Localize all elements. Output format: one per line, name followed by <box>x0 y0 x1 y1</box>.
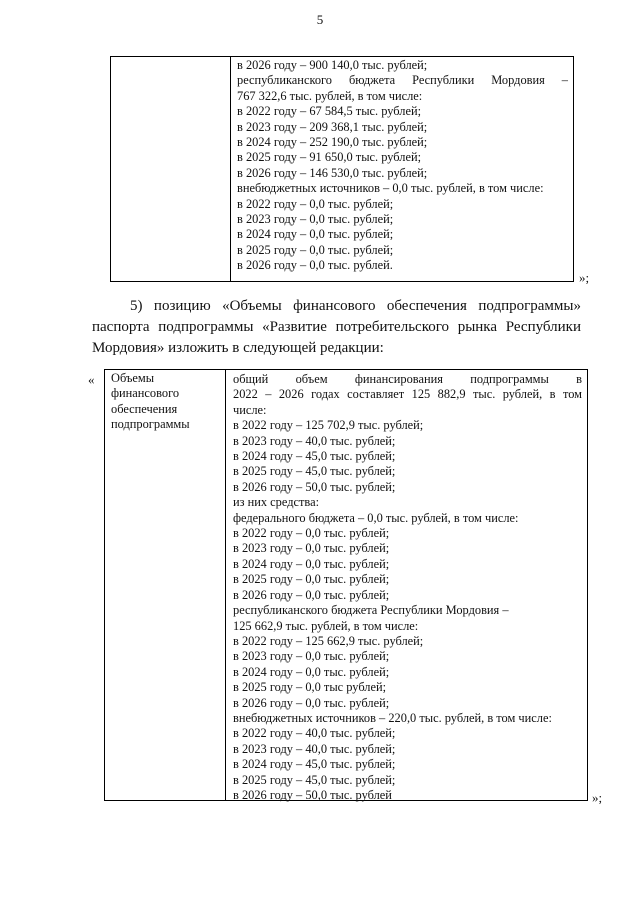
text-line: в 2023 году – 40,0 тыс. рублей; <box>233 741 396 756</box>
text-line: 2022 – 2026 годах составляет 125 882,9 тыс. рублей, в том <box>233 387 582 402</box>
text-line: в 2023 году – 40,0 тыс. рублей; <box>233 433 396 448</box>
text-line: республиканского бюджета Республики Мордовия – <box>237 73 568 88</box>
text-line: в 2025 году – 45,0 тыс. рублей; <box>233 772 396 787</box>
text-line: в 2023 году – 0,0 тыс. рублей; <box>233 649 390 664</box>
text-line: подпрограммы <box>111 417 190 432</box>
text-line: из них средства: <box>233 495 320 510</box>
amendment-paragraph <box>92 296 581 359</box>
text-line: в 2026 году – 50,0 тыс. рублей; <box>233 479 396 494</box>
text-line: в 2026 году – 900 140,0 тыс. рублей; <box>237 58 428 72</box>
text-line: в 2022 году – 125 662,9 тыс. рублей; <box>233 633 424 648</box>
text-line: в 2023 году – 209 368,1 тыс. рублей; <box>237 119 428 134</box>
text-line: Объемы <box>111 371 155 385</box>
text-line: федерального бюджета – 0,0 тыс. рублей, в том числе: <box>233 510 519 525</box>
text-line: в 2024 году – 45,0 тыс. рублей; <box>233 449 396 464</box>
text-line: внебюджетных источников – 220,0 тыс. рублей, в том числе: <box>233 710 552 725</box>
funding-table-new <box>104 369 588 801</box>
text-line: в 2023 году – 0,0 тыс. рублей; <box>233 541 390 556</box>
text-line: в 2026 году – 146 530,0 тыс. рублей; <box>237 165 428 180</box>
table-label-cell <box>105 370 226 800</box>
closing-quote: »; <box>579 270 590 285</box>
funding-table-continued <box>110 56 574 282</box>
text-line: общий объем финансирования подпрограммы в <box>233 372 582 386</box>
opening-quote: « <box>88 372 95 387</box>
text-line: республиканского бюджета Республики Мордовия – <box>233 603 509 618</box>
text-line: 767 322,6 тыс. рублей, в том числе: <box>237 88 423 103</box>
text-line: в 2025 году – 45,0 тыс. рублей; <box>233 464 396 479</box>
table-value-cell <box>231 57 573 281</box>
paragraph-line: 5) позицию «Объемы финансового обеспечения подпрограммы» <box>130 298 581 314</box>
paragraph-line: паспорта подпрограммы «Развитие потребительского рынка Республики <box>92 319 581 335</box>
table-value-lines <box>233 372 582 803</box>
text-line: в 2024 году – 252 190,0 тыс. рублей; <box>237 135 428 150</box>
closing-quote: »; <box>592 790 603 805</box>
text-line: обеспечения <box>111 401 178 416</box>
text-line: в 2026 году – 50,0 тыс. рублей <box>233 787 392 802</box>
text-line: в 2026 году – 0,0 тыс. рублей. <box>237 258 393 273</box>
text-line: в 2025 году – 0,0 тыс рублей; <box>233 680 387 695</box>
text-line: внебюджетных источников – 0,0 тыс. рублей, в том числе: <box>237 181 544 196</box>
table-value-lines <box>237 58 568 274</box>
text-line: в 2024 году – 0,0 тыс. рублей; <box>237 227 394 242</box>
text-line: в 2022 году – 0,0 тыс. рублей; <box>237 196 394 211</box>
text-line: в 2025 году – 0,0 тыс. рублей; <box>237 242 394 257</box>
text-line: в 2022 году – 0,0 тыс. рублей; <box>233 526 390 541</box>
text-line: в 2025 году – 0,0 тыс. рублей; <box>233 572 390 587</box>
text-line: в 2026 году – 0,0 тыс. рублей; <box>233 695 390 710</box>
text-line: финансового <box>111 386 180 401</box>
text-line: в 2026 году – 0,0 тыс. рублей; <box>233 587 390 602</box>
text-line: в 2022 году – 125 702,9 тыс. рублей; <box>233 418 424 433</box>
table-value-cell <box>226 370 587 800</box>
text-line: в 2024 году – 0,0 тыс. рублей; <box>233 556 390 571</box>
table-label-lines <box>111 371 225 433</box>
text-line: в 2022 году – 40,0 тыс. рублей; <box>233 726 396 741</box>
text-line: в 2024 году – 45,0 тыс. рублей; <box>233 757 396 772</box>
paragraph-line: Мордовия» изложить в следующей редакции: <box>92 340 384 356</box>
text-line: 125 662,9 тыс. рублей, в том числе: <box>233 618 419 633</box>
table-label-cell <box>111 57 231 281</box>
text-line: числе: <box>233 402 267 417</box>
text-line: в 2024 году – 0,0 тыс. рублей; <box>233 664 390 679</box>
text-line: в 2025 году – 91 650,0 тыс. рублей; <box>237 150 422 165</box>
text-line: в 2022 году – 67 584,5 тыс. рублей; <box>237 104 422 119</box>
text-line: в 2023 году – 0,0 тыс. рублей; <box>237 212 394 227</box>
page-number: 5 <box>316 12 324 27</box>
